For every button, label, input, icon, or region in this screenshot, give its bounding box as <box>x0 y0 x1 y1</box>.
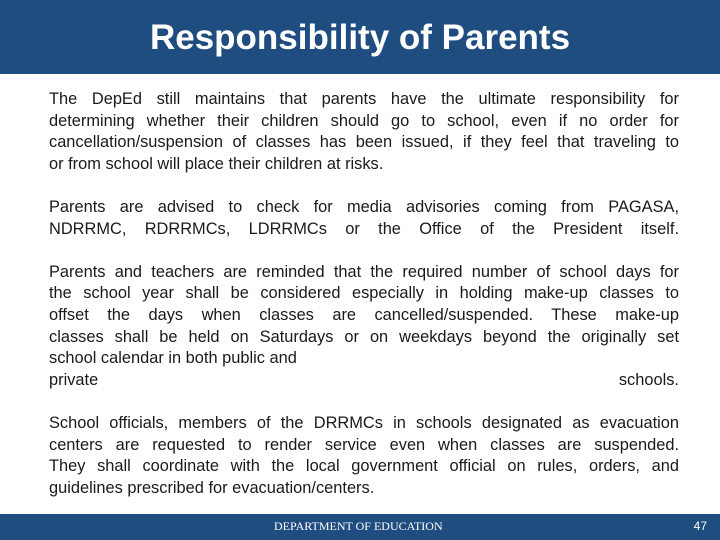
paragraph-line: school calendar in both public and <box>49 349 297 368</box>
paragraph-line: The DepEd still maintains that parents have the ultimate responsibility for <box>49 90 679 108</box>
paragraph-evacuation-centers <box>49 413 679 499</box>
paragraph-line: They shall coordinate with the local government official on rules, orders, and <box>49 457 679 476</box>
paragraph-line: cancellation/suspension of classes has been issued, if they feel that traveling to <box>49 133 679 152</box>
paragraph-line: or from school will place their children at risks. <box>49 154 384 173</box>
footer-department: DEPARTMENT OF EDUCATION <box>274 519 443 533</box>
paragraph-line: offset the days when classes are cancelled/suspended. These make-up <box>49 305 679 324</box>
paragraph-line: the school year shall be considered especially in holding make-up classes to <box>49 284 679 303</box>
paragraph-line: centers are requested to render service even when classes are suspended. <box>49 435 679 454</box>
paragraph-line: School officials, members of the DRRMCs in schools designated as evacuation <box>49 413 679 432</box>
paragraph-line: private schools. <box>49 370 679 389</box>
footer-bar <box>0 514 720 540</box>
slide-body <box>49 89 679 521</box>
paragraph-parent-responsibility <box>49 89 679 175</box>
paragraph-line: determining whether their children should go to school, even if no order for <box>49 111 679 130</box>
paragraph-line: Parents and teachers are reminded that the required number of school days for <box>49 262 679 281</box>
paragraph-line: Parents are advised to check for media advisories coming from PAGASA, <box>49 197 679 216</box>
paragraph-line: NDRRMC, RDRRMCs, LDRRMCs or the Office of the President itself. <box>49 219 679 238</box>
paragraph-make-up-classes <box>49 262 679 392</box>
paragraph-line: guidelines prescribed for evacuation/centers. <box>49 478 375 497</box>
title-bar <box>0 0 720 74</box>
page-number: 47 <box>693 519 707 533</box>
slide-title: Responsibility of Parents <box>149 17 571 57</box>
paragraph-line: classes shall be held on Saturdays or on weekdays beyond the originally set <box>49 327 679 346</box>
paragraph-media-advisories <box>49 197 679 240</box>
